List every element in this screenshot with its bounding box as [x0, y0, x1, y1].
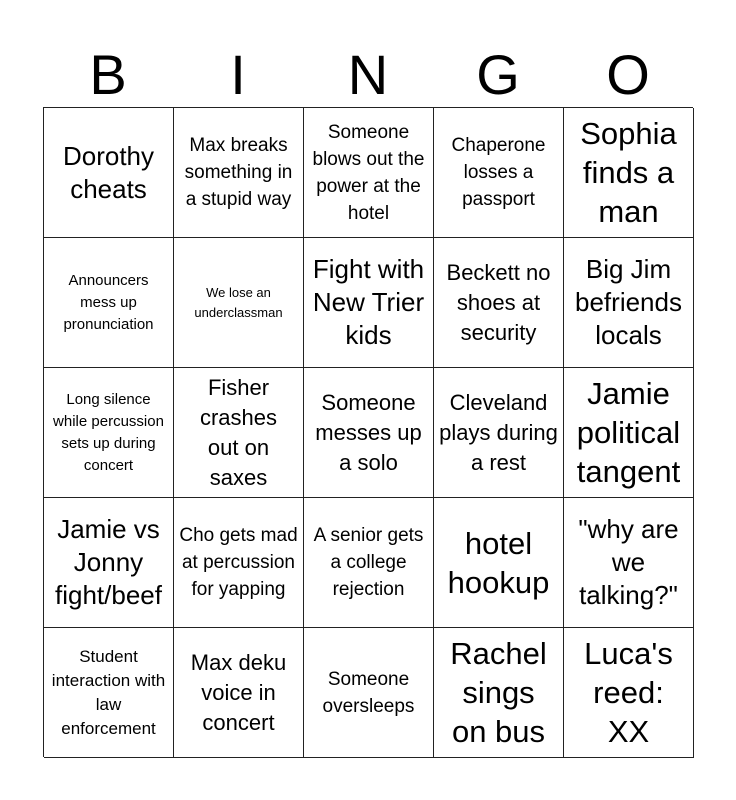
bingo-grid	[43, 107, 693, 757]
bingo-cell[interactable]	[304, 108, 434, 238]
header-letter-i: I	[230, 43, 246, 106]
cell-text: Chaperone losses a passport	[451, 135, 546, 210]
bingo-cell[interactable]	[564, 368, 694, 498]
cell-text: Sophia finds a man	[580, 116, 677, 229]
cell-text: Cleveland plays during a rest	[439, 389, 558, 475]
bingo-cell[interactable]	[434, 498, 564, 628]
cell-text: We lose an underclassman	[194, 284, 283, 320]
bingo-cell[interactable]	[564, 498, 694, 628]
bingo-header	[43, 44, 693, 106]
bingo-cell[interactable]	[304, 238, 434, 368]
bingo-cell[interactable]	[174, 628, 304, 758]
cell-text: Max deku voice in concert	[190, 649, 287, 735]
bingo-cell[interactable]	[44, 238, 174, 368]
bingo-cell[interactable]	[174, 368, 304, 498]
cell-text: Someone blows out the power at the hotel	[312, 121, 425, 224]
bingo-cell[interactable]	[44, 498, 174, 628]
bingo-cell[interactable]	[44, 368, 174, 498]
cell-text: Someone oversleeps	[322, 668, 415, 717]
header-letter-g: G	[476, 43, 520, 106]
bingo-cell[interactable]	[434, 368, 564, 498]
bingo-cell[interactable]	[174, 108, 304, 238]
cell-text: Beckett no shoes at security	[446, 259, 551, 345]
cell-text: Someone messes up a solo	[315, 389, 422, 475]
cell-text: Big Jim befriends locals	[575, 254, 682, 350]
header-letter-b: B	[89, 43, 127, 106]
cell-text: Luca's reed: XX	[584, 636, 673, 749]
bingo-cell[interactable]	[564, 108, 694, 238]
bingo-cell[interactable]	[564, 238, 694, 368]
bingo-cell[interactable]	[434, 238, 564, 368]
cell-text: Max breaks something in a stupid way	[184, 135, 293, 210]
bingo-cell[interactable]	[44, 628, 174, 758]
cell-text: Rachel sings on bus	[450, 636, 547, 749]
cell-text: Dorothy cheats	[62, 140, 155, 204]
cell-text: Student interaction with law enforcement	[51, 646, 166, 738]
bingo-cell[interactable]	[174, 498, 304, 628]
bingo-cell[interactable]	[304, 498, 434, 628]
bingo-cell[interactable]	[434, 628, 564, 758]
cell-text: Fight with New Trier kids	[312, 254, 425, 350]
bingo-cell[interactable]	[174, 238, 304, 368]
cell-text: Announcers mess up pronunciation	[63, 271, 154, 333]
cell-text: Cho gets mad at percussion for yapping	[179, 525, 298, 600]
bingo-cell[interactable]	[304, 628, 434, 758]
bingo-cell[interactable]	[434, 108, 564, 238]
cell-text: Jamie political tangent	[576, 376, 681, 489]
cell-text: Fisher crashes out on saxes	[199, 374, 278, 490]
bingo-cell[interactable]	[44, 108, 174, 238]
cell-text: "why are we talking?"	[578, 514, 679, 610]
cell-text: A senior gets a college rejection	[313, 525, 424, 600]
bingo-cell[interactable]	[304, 368, 434, 498]
cell-text: hotel hookup	[447, 525, 550, 600]
header-letter-n: N	[347, 43, 389, 106]
bingo-cell[interactable]	[564, 628, 694, 758]
cell-text: Long silence while percussion sets up during concert	[53, 390, 164, 474]
cell-text: Jamie vs Jonny fight/beef	[55, 514, 162, 610]
header-letter-o: O	[606, 43, 650, 106]
